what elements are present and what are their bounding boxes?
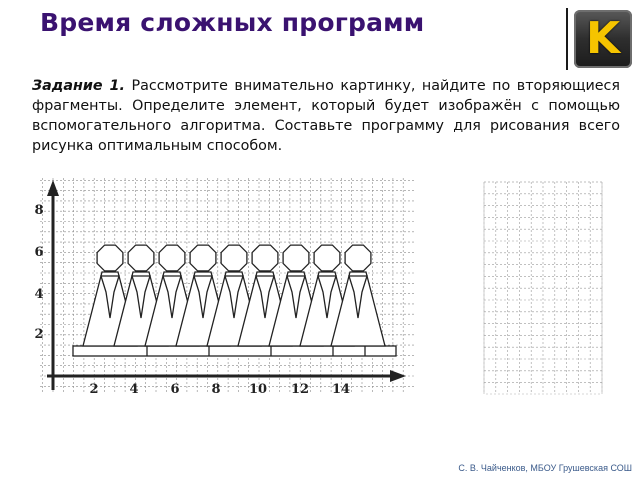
x-tick-label: 8 [211,382,221,397]
task-description: Рассмотрите внимательно картинку, найдите по вторяющиеся фрагменты. Определите элемент, который будет изображён с помощью вспомогательного алгоритма. Составьте программу для рисования всего рисунка оптимальным способом. [32,78,620,154]
logo-letter: K [585,13,621,64]
author-credit: С. В. Чайченков, МБОУ Грушевская СОШ [458,463,632,473]
figure-head [97,245,123,271]
base-platform [73,346,396,356]
figure-head [314,245,340,271]
figure-head [221,245,247,271]
y-tick-label: 8 [34,203,44,218]
y-axis-arrow [47,180,59,196]
figure-head [190,245,216,271]
y-tick-labels [34,203,43,342]
figure-head [252,245,278,271]
figure-head [159,245,185,271]
y-tick-label: 6 [34,245,44,260]
platform-strip [73,346,396,356]
task-label: Задание 1. [32,78,125,94]
x-tick-label: 14 [331,382,351,397]
figures [83,245,385,346]
x-tick-label: 2 [89,382,99,397]
page-title: Время сложных программ [40,8,425,37]
figure-head [345,245,371,271]
figure-head [283,245,309,271]
x-axis-arrow [390,370,406,382]
x-tick-label: 4 [129,382,139,397]
x-tick-label: 12 [290,382,310,397]
x-tick-label: 6 [170,382,180,397]
x-tick-label: 10 [248,382,268,397]
blank-drawing-grid [484,182,602,394]
figure-head [128,245,154,271]
y-tick-label: 2 [34,327,44,342]
x-tick-labels [89,382,350,397]
y-tick-label: 4 [34,287,44,302]
